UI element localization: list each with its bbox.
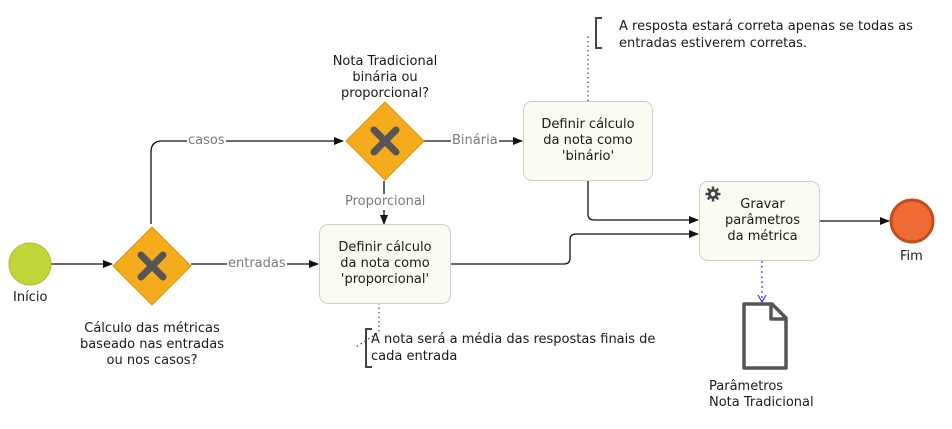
gateway-1-x-icon — [124, 238, 180, 294]
task-binario-label: Definir cálculo da nota como 'binário' — [541, 117, 635, 164]
edge-label-binaria: Binária — [452, 133, 498, 148]
flow-proporcional-to-gravar — [451, 234, 698, 264]
edge-label-casos: casos — [188, 133, 225, 148]
gateway-1-label: Cálculo das métricas baseado nas entradas ou nos casos? — [79, 321, 225, 368]
task-proporcional[interactable] — [319, 224, 451, 304]
edge-label-entradas: entradas — [228, 256, 286, 271]
annotation-bracket-top — [596, 18, 602, 48]
gateway-2-x-icon — [357, 113, 413, 169]
task-proporcional-label: Definir cálculo da nota como 'proporcional' — [338, 240, 432, 287]
annotation-bottom: A nota será a média das respostas finais de cada entrada — [371, 332, 656, 364]
flow-binario-to-gravar — [588, 181, 698, 220]
gear-icon — [705, 186, 721, 202]
annotation-top: A resposta estará correta apenas se todas as entradas estiverem corretas. — [619, 19, 913, 51]
data-object-label: Parâmetros Nota Tradicional — [709, 379, 814, 410]
task-gravar-label: Gravar parâmetros da métrica — [724, 197, 801, 244]
end-event-label: Fim — [900, 249, 923, 264]
data-object-icon — [744, 304, 786, 368]
task-binario[interactable] — [523, 101, 653, 181]
start-event-label: Início — [13, 290, 48, 305]
edge-label-proporcional: Proporcional — [345, 194, 426, 209]
start-event — [9, 243, 51, 285]
end-event — [891, 200, 933, 242]
gateway-2-label: Nota Tradicional binária ou proporcional? — [332, 54, 438, 101]
flow-casos — [151, 141, 343, 224]
